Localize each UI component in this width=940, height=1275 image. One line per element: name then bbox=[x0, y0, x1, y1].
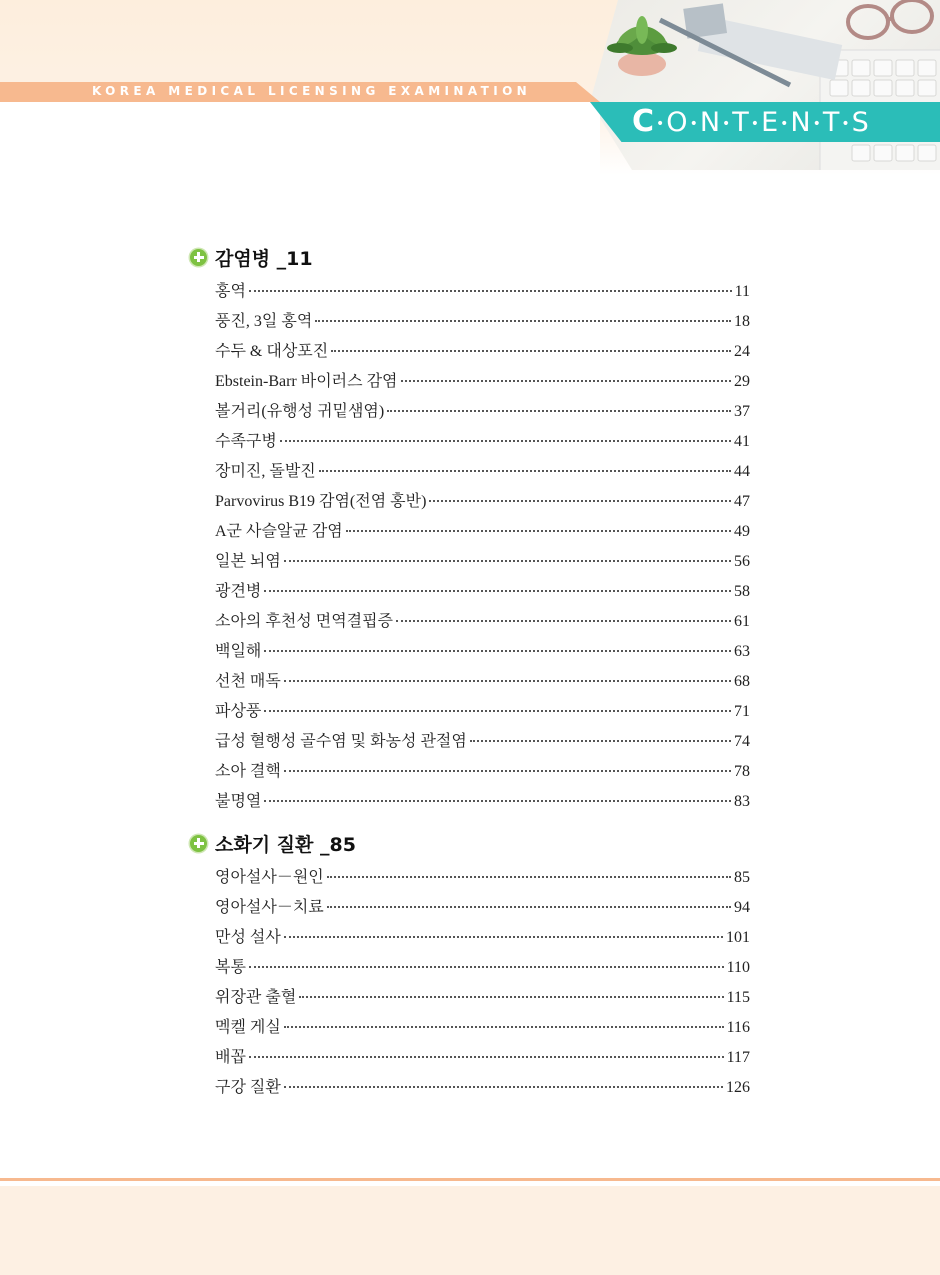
toc-entry-label: 영아설사－원인 bbox=[215, 869, 324, 886]
toc-entry-page: 71 bbox=[734, 703, 750, 720]
dot-leader bbox=[264, 710, 731, 712]
toc-entry-page: 63 bbox=[734, 643, 750, 660]
section-title-text: 소화기 질환 _85 bbox=[215, 833, 356, 856]
toc-entry-page: 11 bbox=[734, 283, 750, 300]
toc-entry[interactable] bbox=[215, 427, 750, 457]
toc-entry[interactable] bbox=[215, 307, 750, 337]
toc-entry-page: 56 bbox=[734, 553, 750, 570]
toc-entry-page: 41 bbox=[734, 433, 750, 450]
toc-entry-label: 구강 질환 bbox=[215, 1079, 281, 1096]
toc-entry[interactable] bbox=[215, 727, 750, 757]
dot-leader bbox=[249, 966, 724, 968]
toc-entry-label: 소아 결핵 bbox=[215, 763, 281, 780]
toc-entry-page: 94 bbox=[734, 899, 750, 916]
dot-leader bbox=[284, 1026, 724, 1028]
toc-entry-page: 61 bbox=[734, 613, 750, 630]
toc-entry-label: 만성 설사 bbox=[215, 929, 281, 946]
toc-entry-label: 백일해 bbox=[215, 643, 262, 660]
dot-leader bbox=[331, 350, 731, 352]
contents-dot: • bbox=[722, 115, 732, 132]
dot-leader bbox=[284, 1086, 723, 1088]
dot-leader bbox=[284, 680, 731, 682]
toc-entry-page: 44 bbox=[734, 463, 750, 480]
toc-entry-page: 74 bbox=[734, 733, 750, 750]
toc-entry-label: 급성 혈행성 골수염 및 화농성 관절염 bbox=[215, 733, 467, 750]
toc-entry-page: 116 bbox=[726, 1019, 750, 1036]
toc-entry-label: 파상풍 bbox=[215, 703, 262, 720]
toc-entry-page: 126 bbox=[726, 1079, 750, 1096]
toc-entry-page: 58 bbox=[734, 583, 750, 600]
toc-entry[interactable] bbox=[215, 1043, 750, 1073]
contents-dot: • bbox=[841, 115, 851, 132]
contents-dot: • bbox=[780, 115, 790, 132]
toc-entry-page: 78 bbox=[734, 763, 750, 780]
contents-dot: • bbox=[656, 115, 666, 132]
toc-entry[interactable] bbox=[215, 397, 750, 427]
toc-entry[interactable] bbox=[215, 1073, 750, 1103]
section-title-text: 감염병 _11 bbox=[215, 247, 313, 270]
toc-entry-page: 68 bbox=[734, 673, 750, 690]
toc-section-digestive bbox=[190, 829, 750, 1103]
dot-leader bbox=[299, 996, 723, 998]
dot-leader bbox=[284, 936, 723, 938]
dot-leader bbox=[264, 650, 731, 652]
contents-letter: T bbox=[822, 107, 841, 138]
toc-entry[interactable] bbox=[215, 337, 750, 367]
section-title bbox=[190, 243, 750, 271]
dot-leader bbox=[284, 560, 731, 562]
toc-entry-label: 배꼽 bbox=[215, 1049, 246, 1066]
toc-entry-page: 47 bbox=[734, 493, 750, 510]
dot-leader bbox=[470, 740, 731, 742]
toc-entry-page: 117 bbox=[726, 1049, 750, 1066]
toc-entry-label: 수족구병 bbox=[215, 433, 277, 450]
toc-entry-label: 소아의 후천성 면역결핍증 bbox=[215, 613, 394, 630]
contents-letter: S bbox=[851, 107, 870, 138]
contents-letter: C bbox=[632, 104, 656, 139]
contents-letter: N bbox=[790, 107, 812, 138]
toc-entry[interactable] bbox=[215, 757, 750, 787]
contents-letter: N bbox=[699, 107, 722, 138]
toc-entry[interactable] bbox=[215, 637, 750, 667]
toc-entry-label: Parvovirus B19 감염(전염 홍반) bbox=[215, 493, 427, 510]
plus-circle-icon bbox=[190, 835, 207, 852]
toc-entry-page: 110 bbox=[726, 959, 750, 976]
toc-entry-label: 멕켈 게실 bbox=[215, 1019, 281, 1036]
footer-line bbox=[0, 1178, 940, 1181]
contents-dot: • bbox=[750, 115, 761, 132]
plus-circle-icon bbox=[190, 249, 207, 266]
footer-background bbox=[0, 1186, 940, 1275]
dot-leader bbox=[396, 620, 731, 622]
toc-entry[interactable] bbox=[215, 923, 750, 953]
dot-leader bbox=[429, 500, 731, 502]
toc-entry[interactable] bbox=[215, 983, 750, 1013]
toc-entry-page: 85 bbox=[734, 869, 750, 886]
toc-entry-label: 선천 매독 bbox=[215, 673, 281, 690]
toc-entry[interactable] bbox=[215, 277, 750, 307]
dot-leader bbox=[319, 470, 731, 472]
toc-entry[interactable] bbox=[215, 517, 750, 547]
toc-entry[interactable] bbox=[215, 367, 750, 397]
glasses-image bbox=[848, 0, 932, 38]
toc-entry-label: 볼거리(유행성 귀밑샘염) bbox=[215, 403, 385, 420]
header-white-area bbox=[0, 102, 600, 182]
dot-leader bbox=[327, 906, 731, 908]
toc-entry[interactable] bbox=[215, 547, 750, 577]
header-photo bbox=[590, 0, 940, 170]
toc-entry-label: 장미진, 돌발진 bbox=[215, 463, 316, 480]
toc-entry[interactable] bbox=[215, 457, 750, 487]
exam-title: KOREA MEDICAL LICENSING EXAMINATION bbox=[92, 84, 532, 98]
toc-entry-label: 복통 bbox=[215, 959, 246, 976]
toc-entry[interactable] bbox=[215, 487, 750, 517]
toc-entry-label: 수두 & 대상포진 bbox=[215, 343, 329, 360]
dot-leader bbox=[284, 770, 731, 772]
toc-entry-label: 홍역 bbox=[215, 283, 246, 300]
toc-entry-page: 24 bbox=[734, 343, 750, 360]
toc-entry[interactable] bbox=[215, 577, 750, 607]
dot-leader bbox=[346, 530, 731, 532]
toc-entry-label: 풍진, 3일 홍역 bbox=[215, 313, 313, 330]
contents-letter: E bbox=[761, 107, 780, 138]
toc-section-infectious bbox=[190, 243, 750, 817]
toc-entry-label: 영아설사－치료 bbox=[215, 899, 324, 916]
toc-entry[interactable] bbox=[215, 953, 750, 983]
dot-leader bbox=[401, 380, 732, 382]
toc-entry-page: 83 bbox=[734, 793, 750, 810]
dot-leader bbox=[387, 410, 731, 412]
toc-entry-label: A군 사슬알균 감염 bbox=[215, 523, 343, 540]
toc-entry-label: 일본 뇌염 bbox=[215, 553, 281, 570]
dot-leader bbox=[249, 1056, 724, 1058]
toc-entry-page: 18 bbox=[734, 313, 750, 330]
toc-entry-label: 위장관 출혈 bbox=[215, 989, 297, 1006]
toc-entry-page: 101 bbox=[726, 929, 750, 946]
toc-entry-page: 115 bbox=[726, 989, 750, 1006]
toc-entry[interactable] bbox=[215, 667, 750, 697]
toc-entry[interactable] bbox=[215, 697, 750, 727]
desk-illustration bbox=[590, 0, 940, 170]
dot-leader bbox=[327, 876, 731, 878]
toc-entry[interactable] bbox=[215, 1013, 750, 1043]
toc-entry[interactable] bbox=[215, 787, 750, 817]
toc-entry[interactable] bbox=[215, 607, 750, 637]
toc-entry-page: 29 bbox=[734, 373, 750, 390]
toc-entry[interactable] bbox=[215, 863, 750, 893]
toc-entry[interactable] bbox=[215, 893, 750, 923]
contents-dot: • bbox=[689, 115, 699, 132]
dot-leader bbox=[249, 290, 732, 292]
toc-entry-page: 49 bbox=[734, 523, 750, 540]
dot-leader bbox=[280, 440, 731, 442]
section-title bbox=[190, 829, 750, 857]
contents-letter: O bbox=[666, 107, 689, 138]
toc-entry-page: 37 bbox=[734, 403, 750, 420]
dot-leader bbox=[264, 590, 731, 592]
toc-entry-label: 불명열 bbox=[215, 793, 262, 810]
dot-leader bbox=[315, 320, 731, 322]
contents-letter: T bbox=[732, 107, 750, 138]
toc-entry-label: Ebstein-Barr 바이러스 감염 bbox=[215, 373, 398, 390]
table-of-contents bbox=[190, 243, 750, 1115]
dot-leader bbox=[264, 800, 731, 802]
contents-dot: • bbox=[812, 115, 822, 132]
toc-entry-label: 광견병 bbox=[215, 583, 262, 600]
contents-heading bbox=[632, 104, 870, 139]
